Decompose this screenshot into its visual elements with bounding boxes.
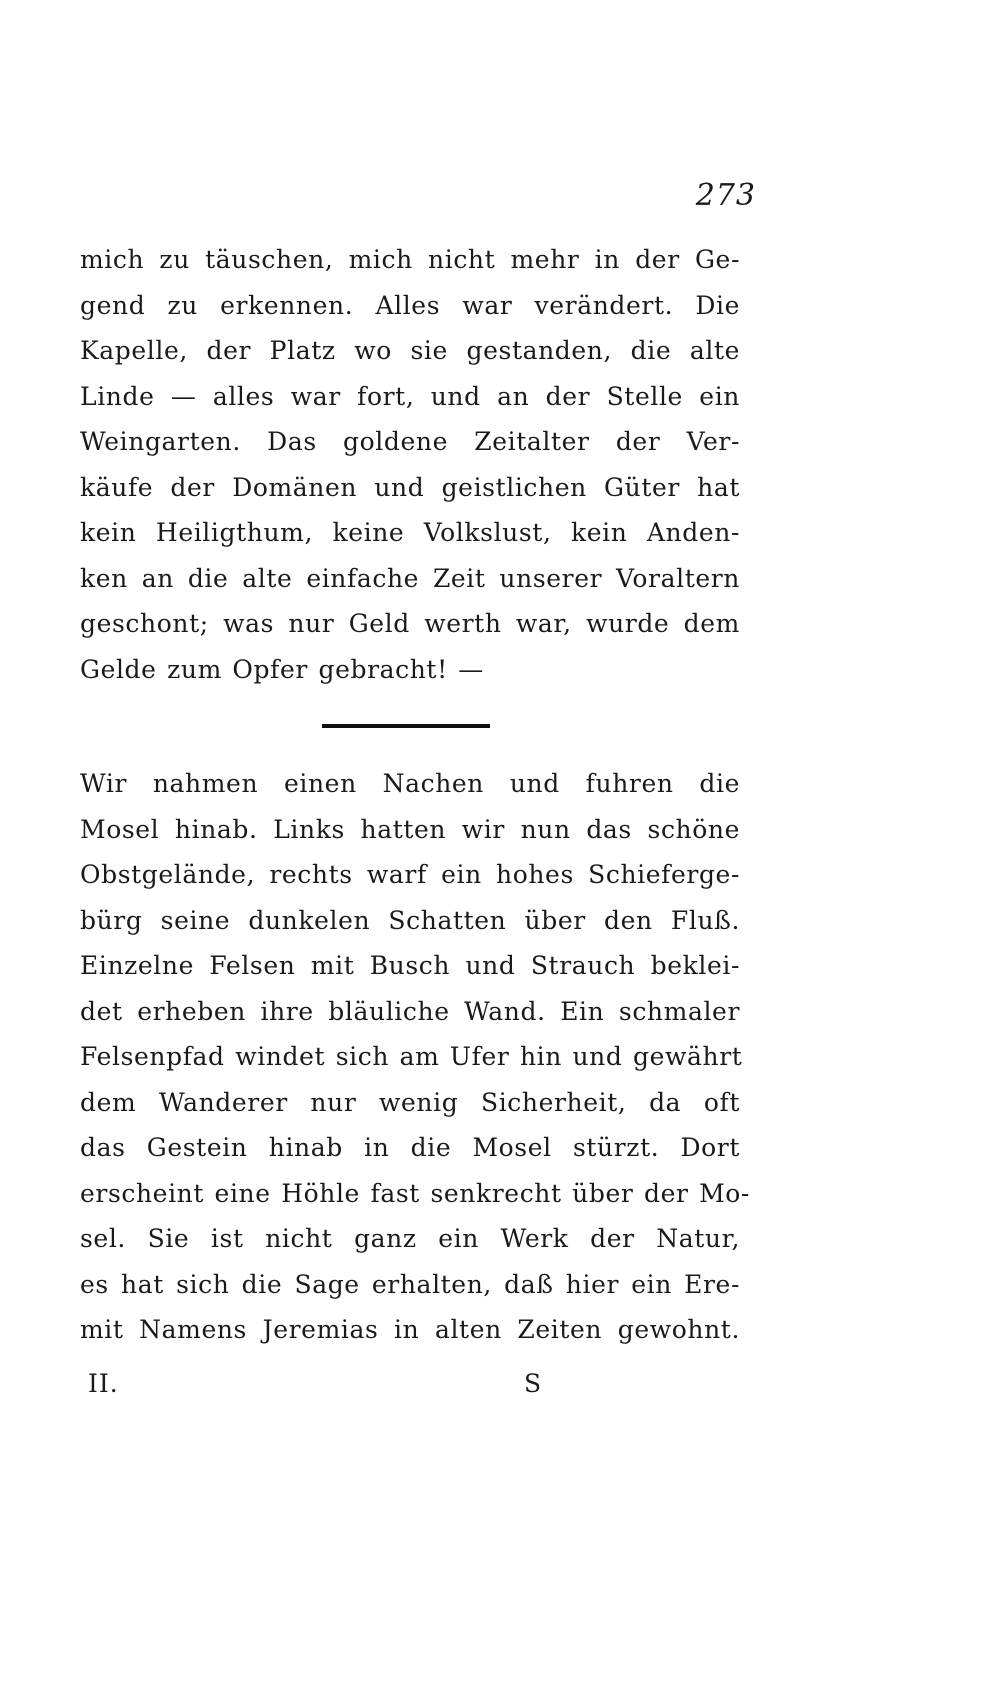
- text-line: det erheben ihre bläuliche Wand. Ein schmaler: [80, 996, 740, 1026]
- text-line: Mosel hinab. Links hatten wir nun das schöne: [80, 814, 740, 844]
- text-line: kein Heiligthum, keine Volkslust, kein Anden-: [80, 518, 740, 547]
- text-line: käufe der Domänen und geistlichen Güter hat: [80, 472, 740, 502]
- text-line: gend zu erkennen. Alles war verändert. Die: [80, 290, 740, 320]
- paragraph-1: [80, 237, 740, 692]
- signature-mark: II.: [88, 1369, 119, 1398]
- text-line: bürg seine dunkelen Schatten über den Fluß.: [80, 905, 740, 935]
- text-line: Linde — alles war fort, und an der Stelle ein: [80, 381, 740, 411]
- text-line: mit Namens Jeremias in alten Zeiten gewohnt.: [80, 1315, 740, 1344]
- text-line: Felsenpfad windet sich am Ufer hin und gewährt: [80, 1042, 743, 1071]
- text-line: ken an die alte einfache Zeit unserer Voraltern: [80, 563, 740, 593]
- text-line: dem Wanderer nur wenig Sicherheit, da oft: [80, 1087, 740, 1117]
- text-line: Weingarten. Das goldene Zeitalter der Ver-: [80, 427, 740, 456]
- text-line: Wir nahmen einen Nachen und fuhren die: [80, 769, 740, 798]
- section-divider: [322, 724, 490, 728]
- paragraph-2: [80, 761, 750, 1353]
- page-number: 273: [695, 178, 756, 213]
- text-line: Obstgelände, rechts warf ein hohes Schieferge-: [80, 860, 740, 889]
- text-line: Gelde zum Opfer gebracht! —: [80, 654, 484, 684]
- text-line: erscheint eine Höhle fast senkrecht über der Mo-: [80, 1178, 750, 1208]
- text-line: Einzelne Felsen mit Busch und Strauch beklei-: [80, 951, 740, 980]
- text-line: geschont; was nur Geld werth war, wurde dem: [80, 609, 740, 638]
- text-line: mich zu täuschen, mich nicht mehr in der Ge-: [80, 245, 740, 274]
- text-line: es hat sich die Sage erhalten, daß hier ein Ere-: [80, 1269, 740, 1299]
- text-line: sel. Sie ist nicht ganz ein Werk der Natur,: [80, 1224, 740, 1253]
- sheet-mark: S: [524, 1369, 542, 1398]
- text-line: das Gestein hinab in die Mosel stürzt. Dort: [80, 1133, 740, 1162]
- text-line: Kapelle, der Platz wo sie gestanden, die alte: [80, 336, 740, 365]
